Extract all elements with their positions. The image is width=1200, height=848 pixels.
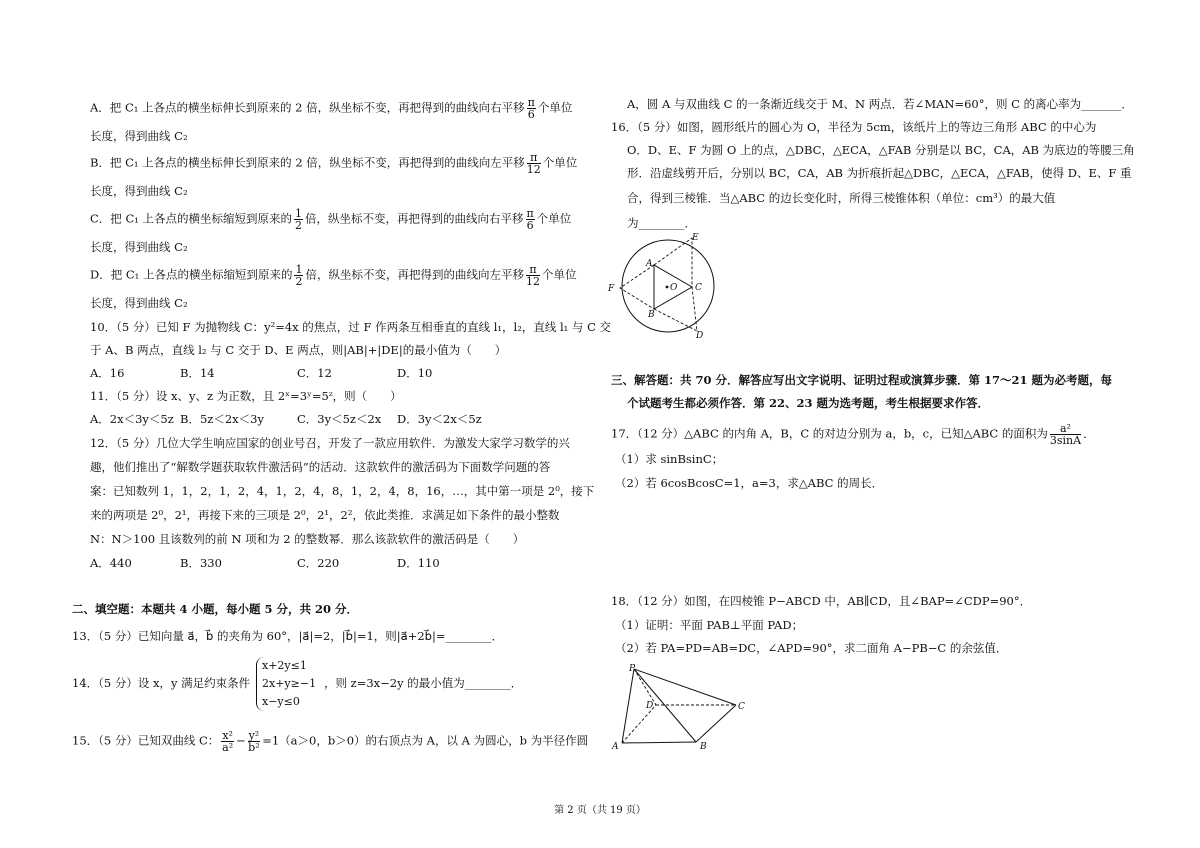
q10-option-b: B．14	[180, 366, 215, 380]
fraction: $\frac{\pi}{12}$	[525, 263, 540, 288]
label-a: A	[646, 259, 653, 269]
label-c: C	[695, 283, 702, 293]
q11-option-b: B．5z＜2x＜3y	[180, 412, 264, 426]
q14-constraints: x+2y≤1 2x+y≥−1 x−y≤0	[256, 657, 316, 711]
label-f: F	[608, 284, 615, 294]
q14-tail: ，则 z=3x−2y 的最小值为________．	[324, 676, 523, 690]
fraction: $\frac{\text{y²}}{\text{b²}}$	[248, 729, 260, 754]
label-c: C	[738, 702, 745, 712]
q13: 13．（5 分）已知向量 a⃗，b⃗ 的夹角为 60°，|a⃗|=2，|b⃗|=1，则|a⃗+2b⃗|=________．	[72, 629, 503, 643]
q16-line3: 形．沿虚线剪开后，分别以 BC，CA，AB 为折痕折起△DBC，△ECA，△FAB，使得 D、E、F 重	[627, 166, 1132, 180]
q9-option-d-cont: 长度，得到曲线 C₂	[90, 296, 188, 310]
q12-line1: 12．（5 分）几位大学生响应国家的创业号召，开发了一款应用软件．为激发大家学习数学的兴	[90, 436, 570, 450]
q9-option-a-cont: 长度，得到曲线 C₂	[90, 129, 188, 143]
q16-line5: 为________．	[627, 216, 696, 230]
q10-option-d: D．10	[397, 366, 433, 380]
q16-circle-figure	[606, 232, 722, 340]
page-footer: 第 2 页（共 19 页）	[554, 805, 646, 816]
label-e: E	[692, 233, 699, 243]
q15-cont: A，圆 A 与双曲线 C 的一条渐近线交于 M、N 两点．若∠MAN=60°，则 C 的离心率为_______．	[627, 97, 1133, 111]
q12-line2: 趣，他们推出了“解数学题获取软件激活码”的活动．这款软件的激活码为下面数学问题的答	[90, 460, 551, 474]
q9-option-d: D．把 C₁ 上各点的横坐标缩短到原来的 $\frac{1}{2}$ 倍，纵坐标不变，再把得到的曲线向左平移 $\frac{\pi}{12}$ 个单位	[90, 263, 577, 288]
q11-line1: 11．（5 分）设 x、y、z 为正数，且 2ˣ=3ʸ=5ᶻ，则（ ）	[90, 389, 402, 403]
q9-option-c: C．把 C₁ 上各点的横坐标缩短到原来的 $\frac{1}{2}$ 倍，纵坐标不变，再把得到的曲线向右平移 $\frac{\pi}{6}$ 个单位	[90, 207, 572, 232]
q18-line1: 18．（12 分）如图，在四棱锥 P−ABCD 中，AB∥CD，且∠BAP=∠CDP=90°．	[611, 594, 1032, 608]
fraction: $\frac{\text{a²}}{3\sin A}$	[1049, 422, 1082, 447]
q12-option-b: B．330	[180, 556, 222, 570]
section-fill-in-heading: 二、填空题：本题共 4 小题，每小题 5 分，共 20 分．	[72, 602, 359, 616]
q15: 15．（5 分）已知双曲线 C： $\frac{\text{x²}}{\text{a²}}$ − $\frac{\text{y²}}{\text{b²}}$ =1（a＞0，b＞0）的右顶点为 A，以 A 为圆心，b 为半径作圆	[72, 729, 589, 754]
q10-line1: 10．（5 分）已知 F 为抛物线 C：y²=4x 的焦点，过 F 作两条互相垂直的直线 l₁，l₂，直线 l₁ 与 C 交	[90, 320, 612, 334]
q9-option-b-cont: 长度，得到曲线 C₂	[90, 184, 188, 198]
label-d: D	[646, 701, 654, 711]
label-b: B	[648, 310, 655, 320]
q18-pyramid-figure	[610, 661, 760, 753]
q11-option-a: A．2x＜3y＜5z	[90, 412, 174, 426]
fraction: $\frac{\pi}{6}$	[526, 207, 534, 232]
section-answer-heading-2: 个试题考生都必须作答．第 22、23 题为选考题，考生根据要求作答．	[627, 396, 990, 410]
q16-line1: 16．（5 分）如图，圆形纸片的圆心为 O，半径为 5cm，该纸片上的等边三角形 ABC 的中心为	[611, 120, 1097, 134]
q18-part1: （1）证明：平面 PAB⊥平面 PAD；	[615, 618, 804, 632]
q16-line4: 合，得到三棱锥．当△ABC 的边长变化时，所得三棱锥体积（单位：cm³）的最大值	[627, 191, 1056, 205]
label-d: D	[696, 331, 704, 340]
q18-part2: （2）若 PA=PD=AB=DC，∠APD=90°，求二面角 A−PB−C 的余弦值．	[615, 641, 1008, 655]
fraction: $\frac{\pi}{6}$	[527, 96, 535, 121]
q11-option-c: C．3y＜5z＜2x	[297, 412, 382, 426]
q14-head: 14．（5 分）设 x，y 满足约束条件	[72, 676, 251, 690]
label-o: O	[670, 283, 678, 293]
q12-line3: 案：已知数列 1，1，2，1，2，4，1，2，4，8，1，2，4，8，16，…，其中第一项是 2⁰，接下	[90, 484, 595, 498]
q9-option-c-cont: 长度，得到曲线 C₂	[90, 240, 188, 254]
fraction: $\frac{\pi}{12}$	[526, 151, 541, 176]
q11-option-d: D．3y＜2x＜5z	[397, 412, 482, 426]
fraction: $\frac{1}{2}$	[295, 207, 303, 232]
q9-option-a: A．把 C₁ 上各点的横坐标伸长到原来的 2 倍，纵坐标不变，再把得到的曲线向右平移 $\frac{\pi}{6}$ 个单位	[90, 96, 573, 121]
section-answer-heading-1: 三、解答题：共 70 分．解答应写出文字说明、证明过程或演算步骤．第 17～21 题为必考题，每	[611, 373, 1113, 387]
q10-option-c: C．12	[297, 366, 332, 380]
q17-part2: （2）若 6cosBcosC=1，a=3，求△ABC 的周长．	[615, 476, 884, 490]
label-a: A	[612, 742, 619, 752]
q12-option-a: A．440	[90, 556, 132, 570]
fraction: $\frac{\text{x²}}{\text{a²}}$	[222, 729, 234, 754]
q12-line5: N：N＞100 且该数列的前 N 项和为 2 的整数幂．那么该款软件的激活码是（ ）	[90, 532, 525, 546]
q12-line4: 来的两项是 2⁰，2¹，再接下来的三项是 2⁰，2¹，2²，依此类推．求满足如下条件的最小整数	[90, 508, 560, 522]
q10-option-a: A．16	[90, 366, 125, 380]
q12-option-d: D．110	[397, 556, 440, 570]
q12-option-c: C．220	[297, 556, 340, 570]
label-p: P	[629, 664, 636, 674]
q16-line2: O．D、E、F 为圆 O 上的点，△DBC，△ECA，△FAB 分别是以 BC，CA，AB 为底边的等腰三角	[627, 143, 1135, 157]
label-b: B	[700, 742, 707, 752]
fraction: $\frac{1}{2}$	[295, 263, 303, 288]
q17: 17．（12 分）△ABC 的内角 A，B，C 的对边分别为 a，b，c，已知△ABC 的面积为 $\frac{\text{a²}}{3\sin A}$ ．	[611, 422, 1095, 447]
q9-option-b: B．把 C₁ 上各点的横坐标伸长到原来的 2 倍，纵坐标不变，再把得到的曲线向左平移 $\frac{\pi}{12}$ 个单位	[90, 151, 578, 176]
q17-part1: （1）求 sinBsinC；	[615, 452, 724, 466]
q10-line2: 于 A、B 两点，直线 l₂ 与 C 交于 D、E 两点，则|AB|+|DE|的最小值为（ ）	[90, 343, 507, 357]
